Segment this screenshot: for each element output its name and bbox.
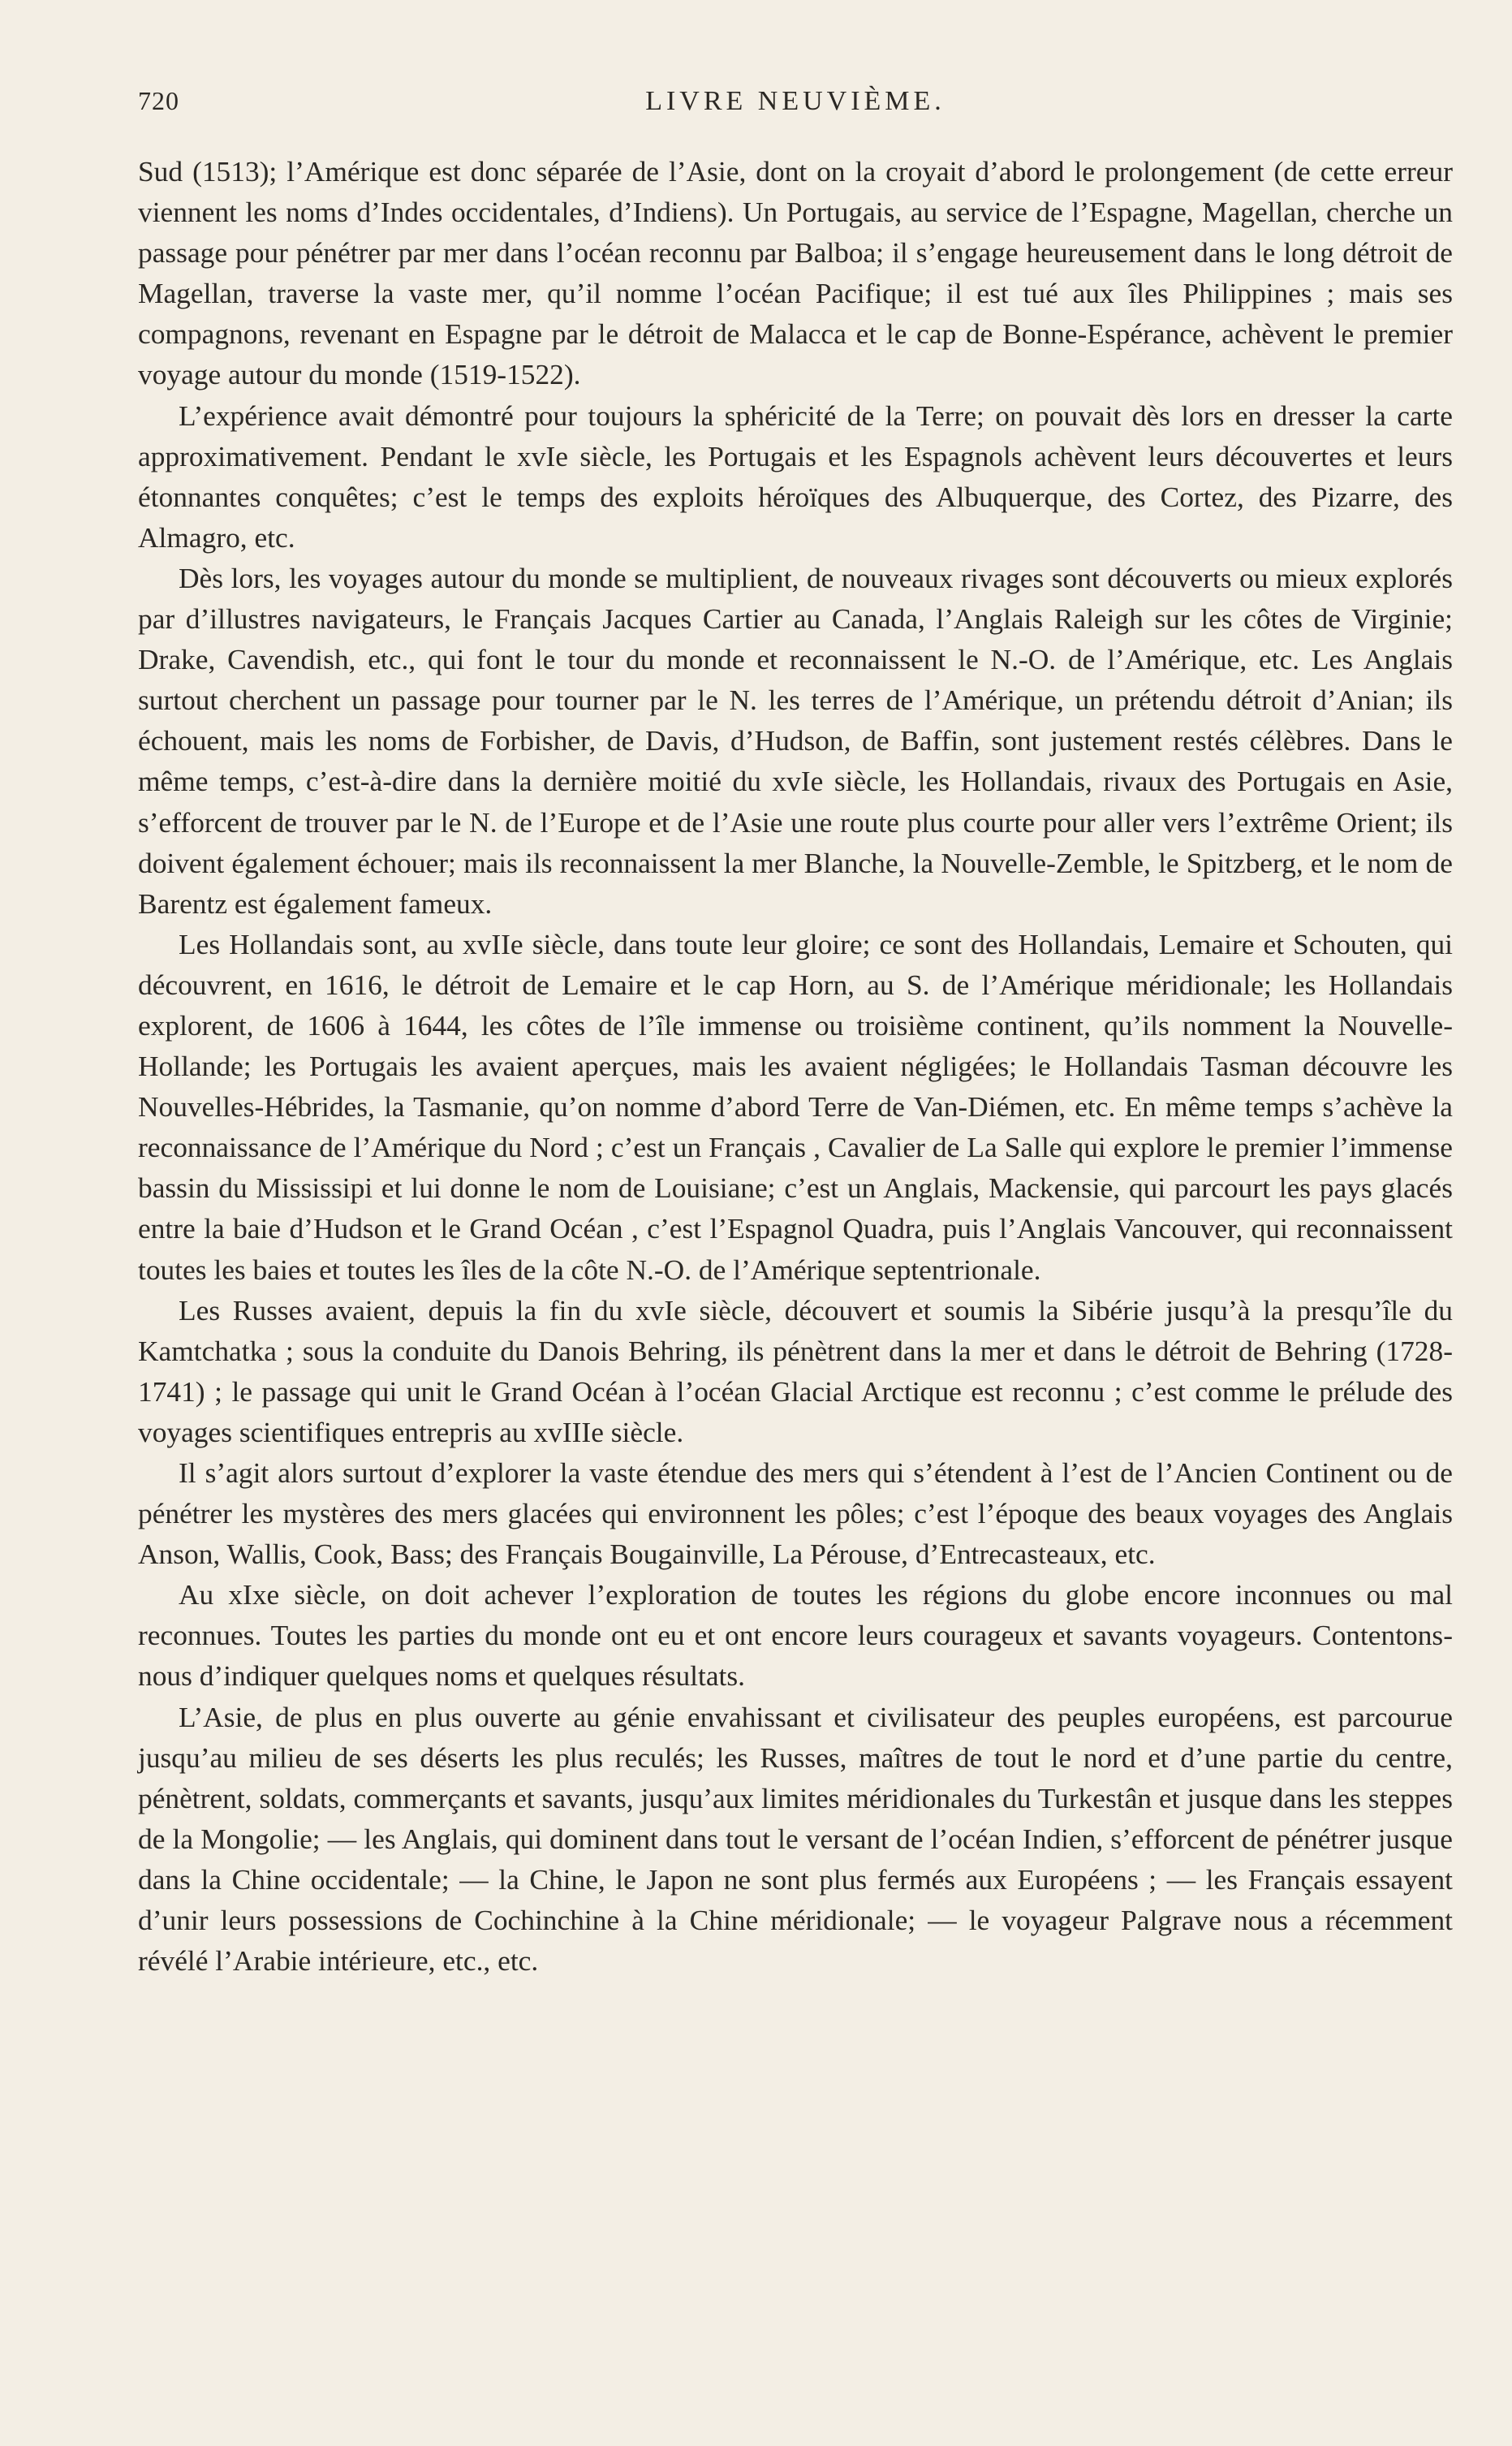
running-title: LIVRE NEUVIÈME. xyxy=(645,86,946,116)
paragraph: L’expérience avait démontré pour toujours la sphéricité de la Terre; on pouvait dès lors en dresser la carte approximativement. Pendant le xvIe siècle, les Portugais et les Espagnols achèvent leurs découvertes et leurs étonnantes conquêtes; c’est le temps des exploits héroïques des Albuquerque, des Cortez, des Pizarre, des Almagro, etc. xyxy=(138,399,1453,554)
paragraph: Les Russes avaient, depuis la fin du xvIe siècle, découvert et soumis la Sibérie jusqu’à la presqu’île du Kamtchatka ; sous la conduite du Danois Behring, ils pénètrent dans la mer et dans le détroit de Behring (1728-1741) ; le passage qui unit le Grand Océan à l’océan Glacial Arctique est reconnu ; c’est comme le prélude des voyages scientifiques entrepris au xvIIIe siècle. xyxy=(138,1293,1453,1448)
paragraph: Sud (1513); l’Amérique est donc séparée de l’Asie, dont on la croyait d’abord le prolongement (de cette erreur viennent les noms d’Indes occidentales, d’Indiens). Un Portugais, au service de l’Espagne, Magellan, cherche un passage pour pénétrer par mer dans l’océan reconnu par Balboa; il s’engage heureusement dans le long détroit de Magellan, traverse la vaste mer, qu’il nomme l’océan Pacifique; il est tué aux îles Philippines ; mais ses compagnons, revenant en Espagne par le détroit de Malacca et le cap de Bonne-Espérance, achèvent le premier voyage autour du monde (1519-1522). xyxy=(138,155,1453,391)
paragraph: Au xIxe siècle, on doit achever l’exploration de toutes les régions du globe encore inconnues ou mal reconnues. Toutes les parties du monde ont eu et ont encore leurs courageux et savants voyageurs. Contentons-nous d’indiquer quelques noms et quelques résultats. xyxy=(138,1578,1453,1693)
paragraph: Les Hollandais sont, au xvIIe siècle, dans toute leur gloire; ce sont des Hollandais, Lemaire et Schouten, qui découvrent, en 1616, le détroit de Lemaire et le cap Horn, au S. de l’Amérique méridionale; les Hollandais explorent, de 1606 à 1644, les côtes de l’île immense ou troisième continent, qu’ils nomment la Nouvelle-Hollande; les Portugais les avaient aperçues, mais les avaient négligées; le Hollandais Tasman découvre les Nouvelles-Hébrides, la Tasmanie, qu’on nomme d’abord Terre de Van-Diémen, etc. En même temps s’achève la reconnaissance de l’Amérique du Nord ; c’est un Français , Cavalier de La Salle qui explore le premier l’immense bassin du Mississipi et lui donne le nom de Louisiane; c’est un Anglais, Mackensie, qui parcourt les pays glacés entre la baie d’Hudson et le Grand Océan , c’est l’Espagnol Quadra, puis l’Anglais Vancouver, qui reconnaissent toutes les baies et toutes les îles de la côte N.-O. de l’Amérique septentrionale. xyxy=(138,927,1453,1286)
paragraph: L’Asie, de plus en plus ouverte au génie envahissant et civilisateur des peuples européens, est parcourue jusqu’au milieu de ses déserts les plus reculés; les Russes, maîtres de tout le nord et d’une partie du centre, pénètrent, soldats, commerçants et savants, jusqu’aux limites méridionales du Turkestân et jusque dans les steppes de la Mongolie; — les Anglais, qui dominent dans tout le versant de l’océan Indien, s’efforcent de pénétrer jusque dans la Chine occidentale; — la Chine, le Japon ne sont plus fermés aux Européens ; — les Français essayent d’unir leurs possessions de Cochinchine à la Chine méridionale; — le voyageur Palgrave nous a récemment révélé l’Arabie intérieure, etc., etc. xyxy=(138,1700,1453,1978)
paragraph: Il s’agit alors surtout d’explorer la vaste étendue des mers qui s’étendent à l’est de l’Ancien Continent ou de pénétrer les mystères des mers glacées qui environnent les pôles; c’est l’époque des beaux voyages des Anglais Anson, Wallis, Cook, Bass; des Français Bougainville, La Pérouse, d’Entrecasteaux, etc. xyxy=(138,1456,1453,1571)
body-text xyxy=(138,151,1453,1981)
page-number: 720 xyxy=(138,86,179,115)
paragraph: Dès lors, les voyages autour du monde se multiplient, de nouveaux rivages sont découverts ou mieux explorés par d’illustres navigateurs, le Français Jacques Cartier au Canada, l’Anglais Raleigh sur les côtes de Virginie; Drake, Cavendish, etc., qui font le tour du monde et reconnaissent le N.-O. de l’Amérique, etc. Les Anglais surtout cherchent un passage pour tourner par le N. les terres de l’Amérique, un prétendu détroit d’Anian; ils échouent, mais les noms de Forbisher, de Davis, d’Hudson, de Baffin, sont justement restés célèbres. Dans le même temps, c’est-à-dire dans la dernière moitié du xvIe siècle, les Hollandais, rivaux des Portugais en Asie, s’efforcent de trouver par le N. de l’Europe et de l’Asie une route plus courte pour aller vers l’extrême Orient; ils doivent également échouer; mais ils reconnaissent la mer Blanche, la Nouvelle-Zemble, le Spitzberg, et le nom de Barentz est également fameux. xyxy=(138,561,1453,920)
page-header xyxy=(138,86,1453,127)
